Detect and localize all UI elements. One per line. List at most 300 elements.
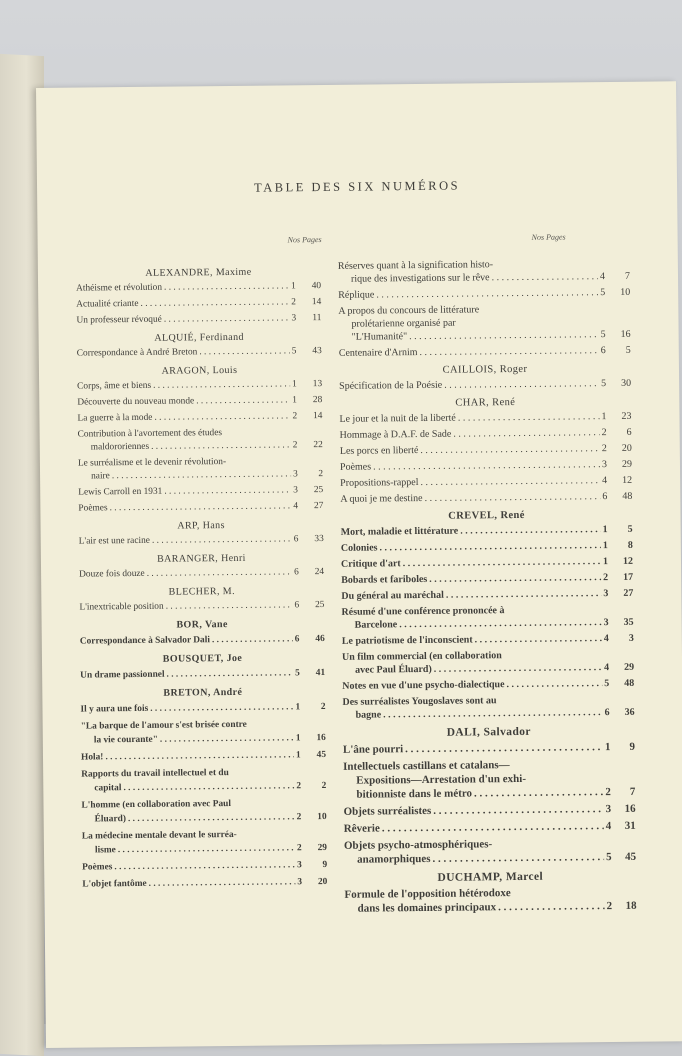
entry-line xyxy=(80,666,325,683)
page-number: 9 xyxy=(629,740,635,753)
issue-number: 5 xyxy=(291,346,297,357)
page-number: 20 xyxy=(317,876,328,888)
author-name: BARANGER, Henri xyxy=(156,552,246,565)
entry-title: Du général au maréchal xyxy=(341,589,444,602)
entry-title: Poèmes xyxy=(78,503,108,514)
issue-number: 4 xyxy=(293,501,299,512)
entry-title: L'homme (en collaboration avec Paul xyxy=(81,798,232,811)
issue-page-ref xyxy=(603,539,633,552)
entry-title: dans les domaines principaux xyxy=(357,901,497,915)
dot-leader xyxy=(112,468,291,483)
dot-leader xyxy=(506,677,602,691)
index-entry xyxy=(81,748,326,765)
author-group xyxy=(77,364,324,516)
entry-line xyxy=(339,328,631,344)
page-number: 10 xyxy=(620,286,631,298)
entry-title: Les porcs en liberté xyxy=(339,445,419,457)
index-column-right xyxy=(338,257,637,919)
index-entry xyxy=(78,426,323,455)
index-entry xyxy=(78,484,323,500)
issue-page-ref xyxy=(604,616,634,629)
index-entry xyxy=(82,827,327,858)
issue-page-ref xyxy=(605,740,635,754)
entry-line xyxy=(341,571,633,587)
issue-page-ref xyxy=(293,500,323,513)
author-name: CAILLOIS, Roger xyxy=(442,363,528,376)
entry-title: A quoi je me destine xyxy=(340,492,423,505)
entry-title: "L'Humanité" xyxy=(351,331,408,343)
entry-title: Lewis Carroll en 1931 xyxy=(78,486,163,498)
dot-leader xyxy=(492,270,599,284)
entry-line xyxy=(340,426,632,442)
issue-number: 3 xyxy=(297,877,303,888)
entry-line xyxy=(343,740,635,757)
author-group xyxy=(76,266,322,328)
issue-page-ref xyxy=(295,700,325,714)
dot-leader xyxy=(399,616,602,631)
dot-leader xyxy=(383,706,603,721)
page-number: 16 xyxy=(620,328,631,340)
index-entry xyxy=(339,344,631,360)
index-entry xyxy=(341,523,633,539)
entry-line xyxy=(77,410,322,426)
entry-line xyxy=(342,661,634,677)
issue-number: 2 xyxy=(292,440,298,451)
entry-title: Barcelone xyxy=(354,619,398,631)
dot-leader xyxy=(151,439,291,453)
issue-page-ref xyxy=(603,523,633,536)
issue-page-ref xyxy=(604,661,634,674)
dot-leader xyxy=(453,426,599,441)
index-entry xyxy=(338,257,630,286)
entry-title: Formule de l'opposition hétérodoxe xyxy=(344,887,511,901)
index-entry xyxy=(343,740,635,757)
page-number: 23 xyxy=(621,410,632,422)
entry-line xyxy=(339,410,631,426)
page-number: 27 xyxy=(623,587,634,599)
issue-number: 2 xyxy=(296,812,302,823)
issue-number: 3 xyxy=(291,313,297,324)
entry-title: Corps, âme et biens xyxy=(77,380,152,392)
page-number: 14 xyxy=(313,411,323,422)
entry-title: Un film commercial (en collaboration xyxy=(341,650,502,663)
entry-line xyxy=(340,490,632,506)
author-group xyxy=(340,509,634,722)
issue-page-ref xyxy=(607,899,637,913)
entry-title: Poèmes xyxy=(82,862,113,873)
entry-title: Le patriotisme de l'inconscient xyxy=(341,634,473,647)
dot-leader xyxy=(458,410,600,424)
dot-leader xyxy=(403,555,601,570)
issue-number: 3 xyxy=(605,803,612,816)
book-page xyxy=(36,81,682,1048)
index-entry xyxy=(342,648,634,677)
entry-title: La guerre à la mode xyxy=(77,412,153,424)
entry-title: Rêverie xyxy=(343,822,380,835)
issue-page-ref xyxy=(603,587,633,600)
index-entry xyxy=(81,717,326,748)
dot-leader xyxy=(420,474,600,489)
issue-number: 1 xyxy=(601,411,607,423)
entry-title: avec Paul Éluard) xyxy=(355,663,432,676)
column-header-right: Nos Pages xyxy=(531,232,566,242)
index-entry xyxy=(341,555,633,571)
page-number: 35 xyxy=(623,616,634,628)
entry-title: Le surréalisme et le devenir révolution- xyxy=(77,457,227,469)
entry-line xyxy=(344,802,636,819)
dot-leader xyxy=(140,296,289,311)
index-entry xyxy=(344,836,636,867)
entry-title: maldororiennes xyxy=(90,441,150,453)
author-group xyxy=(80,652,325,683)
entry-line xyxy=(340,442,632,458)
entry-title: la vie courante" xyxy=(93,734,158,746)
entry-line xyxy=(339,344,631,360)
entry-title: Athéisme et révolution xyxy=(76,282,163,294)
entry-line xyxy=(340,458,632,474)
dot-leader xyxy=(405,740,603,756)
dot-leader xyxy=(419,344,598,359)
dot-leader xyxy=(432,850,604,866)
author-group xyxy=(80,686,327,892)
entry-title: Réplique xyxy=(338,289,375,301)
entry-title: Hola! xyxy=(80,752,104,763)
author-group xyxy=(79,552,324,582)
dot-leader xyxy=(196,394,290,408)
entry-title: Objets psycho-atmosphériques- xyxy=(343,838,493,852)
author-group xyxy=(338,257,631,360)
page-number: 10 xyxy=(317,811,327,823)
dot-leader xyxy=(446,587,602,602)
issue-number: 2 xyxy=(606,900,613,913)
entry-title: Hommage à D.A.F. de Sade xyxy=(339,428,452,441)
entry-title: anamorphiques xyxy=(357,852,431,866)
entry-line xyxy=(343,785,635,802)
dot-leader xyxy=(160,731,294,746)
issue-number: 3 xyxy=(603,588,609,600)
entry-title: Intellectuels castillans et catalans— xyxy=(343,759,510,773)
page-number: 25 xyxy=(315,600,325,611)
entry-title: Le jour et la nuit de la liberté xyxy=(339,412,456,425)
index-entry xyxy=(344,885,636,916)
page-number: 43 xyxy=(312,346,322,357)
page-number: 29 xyxy=(621,458,633,470)
dot-leader xyxy=(420,442,600,457)
entry-line xyxy=(342,632,634,648)
entry-title: Poèmes xyxy=(339,461,372,473)
index-entry xyxy=(78,500,323,516)
issue-page-ref xyxy=(294,599,324,612)
dot-leader xyxy=(474,785,604,800)
entry-line xyxy=(78,484,323,500)
entry-title: Mort, maladie et littérature xyxy=(340,525,459,538)
issue-number: 2 xyxy=(603,572,609,584)
index-entry xyxy=(76,312,321,328)
entry-line xyxy=(81,748,326,765)
issue-page-ref xyxy=(291,280,321,293)
dot-leader xyxy=(152,533,292,547)
issue-page-ref xyxy=(602,490,632,503)
issue-page-ref xyxy=(292,394,322,407)
entry-title: Éluard) xyxy=(94,814,126,825)
issue-page-ref xyxy=(600,270,630,283)
dot-leader xyxy=(433,802,603,818)
index-entry xyxy=(340,442,632,458)
issue-number: 1 xyxy=(295,750,301,761)
dot-leader xyxy=(373,458,600,473)
entry-line xyxy=(77,345,322,361)
entry-title: Réserves quant à la signification histo- xyxy=(337,259,494,272)
issue-number: 1 xyxy=(295,702,301,713)
author-group xyxy=(344,870,636,916)
entry-title: "La barque de l'amour s'est brisée contre xyxy=(80,719,247,732)
author-name: BOUSQUET, Joe xyxy=(162,652,243,665)
issue-number: 1 xyxy=(602,524,608,536)
author-name: ARP, Hans xyxy=(177,520,225,532)
index-entry xyxy=(76,280,321,296)
issue-number: 6 xyxy=(294,567,299,578)
entry-line xyxy=(339,377,631,393)
page-number: 12 xyxy=(622,474,633,486)
index-entry xyxy=(77,410,322,426)
issue-page-ref xyxy=(605,785,635,799)
dot-leader xyxy=(166,666,293,681)
dot-leader xyxy=(149,875,296,891)
issue-number: 2 xyxy=(605,786,611,799)
entry-line xyxy=(79,566,324,582)
page-number: 48 xyxy=(624,677,635,689)
index-entry xyxy=(82,858,327,875)
entry-line xyxy=(82,841,327,858)
issue-number: 3 xyxy=(603,617,609,629)
entry-title: L'inextricable position xyxy=(79,601,164,613)
issue-number: 5 xyxy=(601,378,607,390)
entry-title: Propositions-rappel xyxy=(340,477,419,489)
issue-page-ref xyxy=(601,328,631,341)
issue-page-ref xyxy=(293,468,323,481)
dot-leader xyxy=(199,345,290,359)
issue-page-ref xyxy=(296,731,326,745)
page-number: 29 xyxy=(317,842,328,854)
page-number: 45 xyxy=(316,750,327,761)
issue-page-ref xyxy=(602,426,632,439)
index-entry xyxy=(338,286,630,302)
index-entry xyxy=(344,819,636,836)
entry-line xyxy=(82,858,327,875)
issue-number: 1 xyxy=(295,733,301,744)
entry-line xyxy=(338,286,630,302)
entry-title: Des surréalistes Yougoslaves sont au xyxy=(342,695,497,708)
issue-page-ref xyxy=(294,533,324,546)
page-number: 7 xyxy=(629,785,636,798)
index-entry xyxy=(77,394,322,410)
page-number: 16 xyxy=(316,733,326,744)
entry-title: Découverte du nouveau monde xyxy=(77,396,195,408)
issue-number: 3 xyxy=(293,469,298,480)
issue-number: 6 xyxy=(600,345,606,357)
entry-title: Un drame passionnel xyxy=(80,669,165,681)
dot-leader xyxy=(150,700,293,715)
entry-line xyxy=(344,850,636,867)
entry-title: Colonies xyxy=(340,542,378,554)
entry-title: Résumé d'une conférence prononcée à xyxy=(341,605,505,618)
author-name: ALQUIÉ, Ferdinand xyxy=(154,331,244,344)
page-number: 17 xyxy=(623,571,634,583)
index-entry xyxy=(341,603,633,632)
page-number: 7 xyxy=(624,270,631,282)
entry-title: capital xyxy=(94,783,122,794)
issue-page-ref xyxy=(295,632,325,646)
dot-leader xyxy=(147,566,293,581)
index-entry xyxy=(76,296,321,312)
issue-number: 6 xyxy=(602,491,608,503)
issue-number: 5 xyxy=(604,678,610,690)
entry-title: bitionniste dans le métro xyxy=(356,787,473,801)
index-entry xyxy=(82,875,327,892)
author-name: ALEXANDRE, Maxime xyxy=(145,266,252,279)
entry-line xyxy=(78,500,323,516)
dot-leader xyxy=(498,899,605,914)
entry-line xyxy=(342,616,634,632)
page-number: 46 xyxy=(315,634,325,645)
issue-page-ref xyxy=(606,802,636,816)
index-entry xyxy=(77,378,322,394)
page-number: 41 xyxy=(315,668,326,679)
dot-leader xyxy=(475,632,602,646)
entry-line xyxy=(80,632,325,649)
entry-line xyxy=(344,819,636,836)
page-number: 25 xyxy=(313,485,324,496)
index-entry xyxy=(342,677,634,693)
dot-leader xyxy=(164,280,289,294)
entry-line xyxy=(340,474,632,490)
issue-number: 4 xyxy=(599,271,606,283)
entry-title: Rapports du travail intellectuel et du xyxy=(81,768,229,780)
issue-page-ref xyxy=(602,458,632,471)
dot-leader xyxy=(164,312,290,326)
issue-page-ref xyxy=(296,748,326,762)
entry-title: Correspondance à Salvador Dali xyxy=(79,635,210,647)
issue-page-ref xyxy=(603,555,633,568)
issue-number: 1 xyxy=(602,540,608,552)
entry-title: A propos du concours de littérature xyxy=(338,304,480,317)
index-entry xyxy=(77,345,322,361)
issue-page-ref xyxy=(293,439,323,452)
dot-leader xyxy=(105,748,294,764)
dot-leader xyxy=(444,377,599,392)
issue-page-ref xyxy=(602,442,632,455)
entry-line xyxy=(76,280,321,296)
entry-title: Spécification de la Poésie xyxy=(339,379,443,392)
entry-line xyxy=(81,779,326,796)
page-number: 22 xyxy=(313,440,323,451)
index-entry xyxy=(340,490,632,506)
issue-page-ref xyxy=(297,875,327,889)
issue-number: 5 xyxy=(600,287,606,299)
page-number: 2 xyxy=(320,702,326,713)
issue-number: 6 xyxy=(294,600,300,611)
dot-leader xyxy=(128,810,295,826)
issue-number: 5 xyxy=(606,851,612,864)
entry-line xyxy=(338,270,630,286)
page-number: 14 xyxy=(311,297,322,308)
issue-number: 4 xyxy=(605,820,612,833)
page-number: 8 xyxy=(627,539,633,551)
page-number: 11 xyxy=(312,313,322,324)
issue-number: 2 xyxy=(291,297,296,308)
entry-title: lisme xyxy=(94,845,116,856)
dot-leader xyxy=(154,410,290,424)
entry-line xyxy=(341,523,633,539)
issue-number: 3 xyxy=(293,485,298,496)
page-number: 18 xyxy=(625,899,637,912)
page-number: 5 xyxy=(627,523,633,535)
entry-title: rique des investigations sur le rêve xyxy=(350,272,490,285)
issue-page-ref xyxy=(291,296,321,309)
index-entry xyxy=(340,426,632,442)
issue-number: 1 xyxy=(604,741,611,754)
entry-title: Bobards et fariboles xyxy=(341,573,428,586)
entry-line xyxy=(78,468,323,484)
page-title: TABLE DES SIX NUMÉROS xyxy=(253,178,461,195)
entry-line xyxy=(343,706,635,722)
author-group xyxy=(339,396,632,506)
dot-leader xyxy=(382,819,604,835)
page-number: 29 xyxy=(624,661,635,673)
issue-number: 5 xyxy=(600,329,606,341)
index-entry xyxy=(340,474,632,490)
entry-line xyxy=(82,875,327,892)
entry-line xyxy=(76,312,321,328)
issue-number: 4 xyxy=(603,633,609,645)
issue-page-ref xyxy=(600,286,630,299)
entry-title: Actualité criante xyxy=(76,298,139,310)
page-number: 24 xyxy=(314,567,325,578)
dot-leader xyxy=(376,286,598,301)
entry-line xyxy=(79,599,324,615)
author-name: DALI, Salvador xyxy=(446,725,531,739)
dot-leader xyxy=(409,328,599,343)
page-number: 27 xyxy=(313,501,324,512)
index-entry xyxy=(80,666,325,683)
issue-number: 6 xyxy=(604,707,610,719)
entry-line xyxy=(77,378,322,394)
issue-number: 3 xyxy=(601,459,608,471)
entry-title: L'âne pourri xyxy=(342,743,404,756)
entry-title: Il y aura une fois xyxy=(80,703,149,715)
issue-page-ref xyxy=(601,344,631,357)
index-entry xyxy=(338,302,630,344)
issue-page-ref xyxy=(292,378,322,391)
entry-title: La médecine mentale devant le surréa- xyxy=(81,829,237,842)
issue-number: 2 xyxy=(601,443,607,455)
index-entry xyxy=(341,587,633,603)
entry-line xyxy=(345,899,637,916)
page-number: 2 xyxy=(318,469,324,480)
entry-title: L'air est une racine xyxy=(78,535,150,547)
page-number: 2 xyxy=(321,780,327,792)
entry-title: Correspondance à André Breton xyxy=(76,347,198,359)
page-number: 13 xyxy=(312,379,323,390)
page-number: 16 xyxy=(624,802,636,815)
index-entry xyxy=(81,796,326,827)
entry-line xyxy=(82,810,327,827)
page-number: 30 xyxy=(621,377,632,389)
issue-number: 6 xyxy=(294,634,300,645)
page-number: 45 xyxy=(625,850,637,863)
entry-title: Un professeur révoqué xyxy=(76,314,162,326)
index-column-left xyxy=(76,260,328,895)
